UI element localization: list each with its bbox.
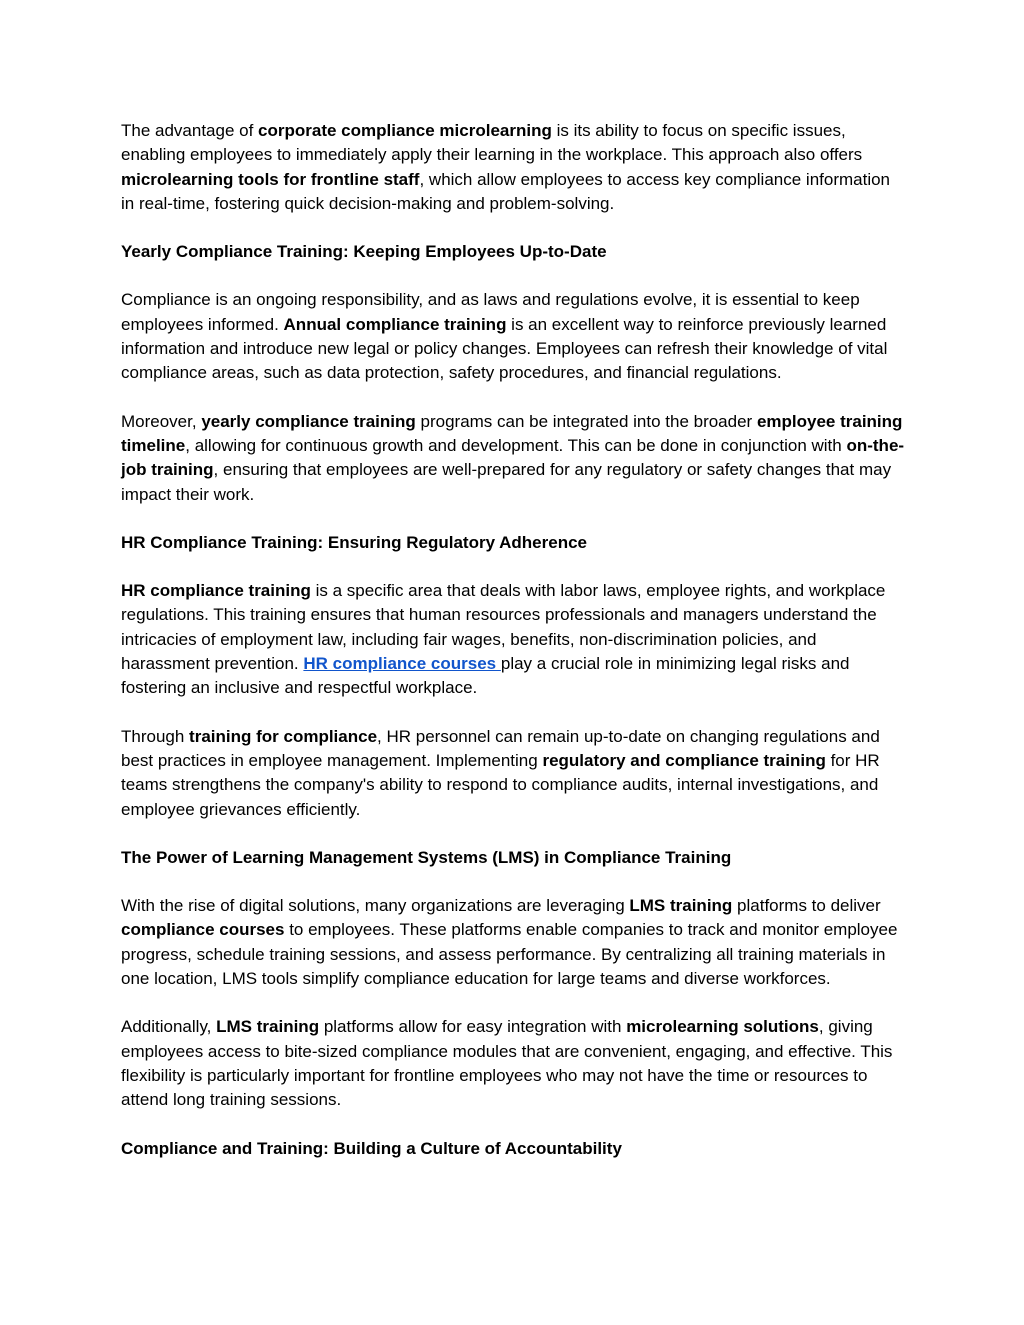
bold-phrase: training for compliance: [189, 726, 378, 746]
bold-phrase: compliance courses: [121, 920, 285, 940]
bold-phrase: microlearning solutions: [626, 1017, 819, 1037]
document-page: [121, 119, 906, 1185]
paragraph-lms-digital-solutions: With the rise of digital solutions, many organizations are leveraging LMS training platforms to deliver compliance courses to employees. These platforms enable companies to track and monitor employee progress, schedule training sessions, and assess performance. By centralizing all training materials in one location, LMS tools simplify compliance education for large teams and diverse workforces.: [121, 896, 898, 989]
section-heading-hr-compliance: HR Compliance Training: Ensuring Regulatory Adherence: [121, 532, 587, 552]
bold-phrase: yearly compliance training: [201, 411, 416, 431]
bold-phrase: regulatory and compliance training: [542, 750, 826, 770]
paragraph-hr-compliance-training: HR compliance training is a specific area that deals with labor laws, employee rights, and workplace regulations. This training ensures that human resources professionals and managers understand the intricacies of employment law, including fair wages, benefits, non-discrimination policies, and harassment prevention. HR compliance courses play a crucial role in minimizing legal risks and fostering an inclusive and respectful workplace.: [121, 581, 886, 698]
paragraph-yearly-training-timeline: Moreover, yearly compliance training programs can be integrated into the broader employee training timeline, allowing for continuous growth and development. This can be done in conjunction with on-the-job training, ensuring that employees are well-prepared for any regulatory or safety changes that may impact their work.: [121, 411, 905, 504]
paragraph-lms-microlearning-integration: Additionally, LMS training platforms allow for easy integration with microlearning solutions, giving employees access to bite-sized compliance modules that are convenient, engaging, and effective. This flexibility is particularly important for frontline employees who may not have the time or resources to attend long training sessions.: [121, 1017, 893, 1110]
section-heading-yearly-compliance: Yearly Compliance Training: Keeping Employees Up-to-Date: [121, 242, 607, 262]
bold-phrase: corporate compliance microlearning: [258, 121, 552, 140]
paragraph-training-for-compliance: Through training for compliance, HR personnel can remain up-to-date on changing regulations and best practices in employee management. Implementing regulatory and compliance training for HR teams strengthens the company's ability to respond to compliance audits, internal investigations, and employee grievances efficiently.: [121, 726, 880, 819]
bold-phrase: Annual compliance training: [283, 314, 507, 334]
paragraph-ongoing-compliance: Compliance is an ongoing responsibility, and as laws and regulations evolve, it is essential to keep employees informed. Annual compliance training is an excellent way to reinforce previously learned information and introduce new legal or policy changes. Employees can refresh their knowledge of vital compliance areas, such as data protection, safety procedures, and financial regulations.: [121, 290, 888, 383]
bold-phrase: employee training timeline: [121, 411, 903, 455]
bold-phrase: on-the-job training: [121, 435, 905, 480]
bold-phrase: microlearning tools for frontline staff: [121, 169, 420, 189]
paragraph-microlearning-advantage: The advantage of corporate compliance microlearning is its ability to focus on specific issues, enabling employees to immediately apply their learning in the workplace. This approach also offers microlearning tools for frontline staff, which allow employees to access key compliance information in real-time, fostering quick decision-making and problem-solving.: [121, 121, 891, 213]
section-heading-lms: The Power of Learning Management Systems (LMS) in Compliance Training: [121, 847, 732, 867]
section-heading-accountability: Compliance and Training: Building a Culture of Accountability: [121, 1138, 622, 1158]
bold-phrase: LMS training: [629, 896, 733, 916]
bold-phrase: HR compliance training: [121, 581, 311, 601]
bold-phrase: LMS training: [216, 1017, 320, 1037]
hr-compliance-courses-link[interactable]: HR compliance courses: [303, 654, 501, 674]
